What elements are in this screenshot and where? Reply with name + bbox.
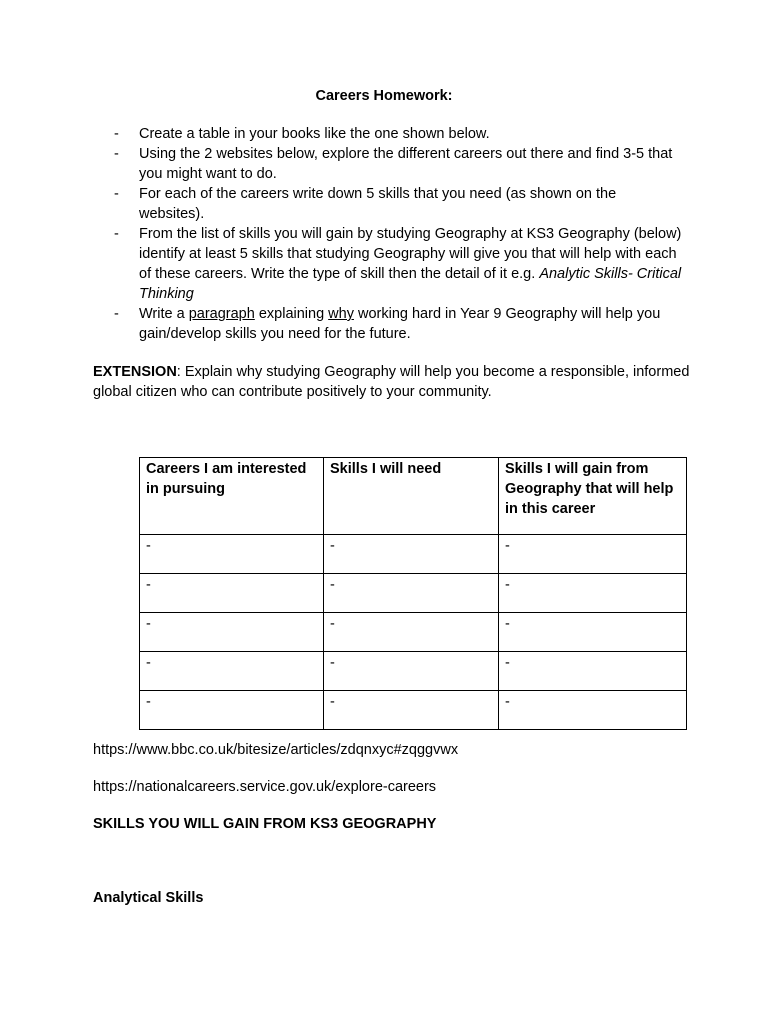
task-item (114, 224, 684, 304)
table-cell: - (140, 652, 324, 691)
page-title: Careers Homework: (315, 88, 453, 104)
extension-paragraph (93, 362, 693, 402)
table-cell: - (324, 613, 499, 652)
task-text: For each of the careers write down 5 skills that you need (as shown on the websites). (139, 186, 617, 222)
table-cell: - (499, 652, 687, 691)
bullet-dash: - (114, 226, 119, 242)
task-text-pre: Write a (139, 306, 189, 322)
bullet-dash: - (114, 186, 119, 202)
table-cell: - (324, 574, 499, 613)
bullet-dash: - (114, 146, 119, 162)
table-cell: - (140, 691, 324, 730)
task-text-mid: explaining (254, 306, 329, 322)
table-header-geography-skills: Skills I will gain from Geography that will help in this career (499, 458, 687, 535)
bullet-dash: - (114, 306, 119, 322)
link-national-careers[interactable]: https://nationalcareers.service.gov.uk/explore-careers (93, 779, 437, 795)
table-cell: - (324, 652, 499, 691)
table-row (140, 574, 687, 613)
table-cell: - (499, 691, 687, 730)
table-row (140, 691, 687, 730)
task-item (114, 304, 684, 344)
table-cell: - (324, 691, 499, 730)
table-row (140, 613, 687, 652)
table-cell: - (324, 535, 499, 574)
table-header-skills-needed: Skills I will need (324, 458, 499, 535)
task-list (114, 124, 684, 344)
careers-table (139, 457, 687, 730)
task-example-italic: Analytic Skills- Critical Thinking (139, 266, 682, 302)
table-cell: - (140, 535, 324, 574)
table-cell: - (499, 535, 687, 574)
table-row (140, 652, 687, 691)
underlined-word-why: why (328, 306, 354, 322)
table-row (140, 535, 687, 574)
table-cell: - (499, 574, 687, 613)
table-cell: - (499, 613, 687, 652)
underlined-word-paragraph: paragraph (188, 306, 255, 322)
table-cell: - (140, 574, 324, 613)
table-header-careers: Careers I am interested in pursuing (140, 458, 324, 535)
table-cell: - (140, 613, 324, 652)
task-text: Using the 2 websites below, explore the different careers out there and find 3-5 that you might want to do. (139, 146, 673, 182)
extension-label: EXTENSION (93, 364, 177, 380)
link-bbc-bitesize[interactable]: https://www.bbc.co.uk/bitesize/articles/zdqnxyc#zqggvwx (93, 742, 459, 758)
task-text: Create a table in your books like the one shown below. (139, 126, 490, 142)
task-item (114, 124, 684, 144)
task-item (114, 144, 684, 184)
bullet-dash: - (114, 126, 119, 142)
analytical-skills-heading: Analytical Skills (93, 890, 204, 906)
task-item (114, 184, 684, 224)
extension-text: : Explain why studying Geography will help you become a responsible, informed global citizen who can contribute positively to your community. (93, 364, 690, 400)
skills-heading: SKILLS YOU WILL GAIN FROM KS3 GEOGRAPHY (93, 816, 437, 832)
task-text-post: working hard in Year 9 Geography will help you gain/develop skills you need for the future. (139, 306, 661, 342)
task-text: From the list of skills you will gain by studying Geography at KS3 Geography (below) identify at least 5 skills that studying Geography will give you that will help with each of these careers. Write the type of skill then the detail of it e.g. (139, 226, 682, 282)
table-header-row (140, 458, 687, 535)
